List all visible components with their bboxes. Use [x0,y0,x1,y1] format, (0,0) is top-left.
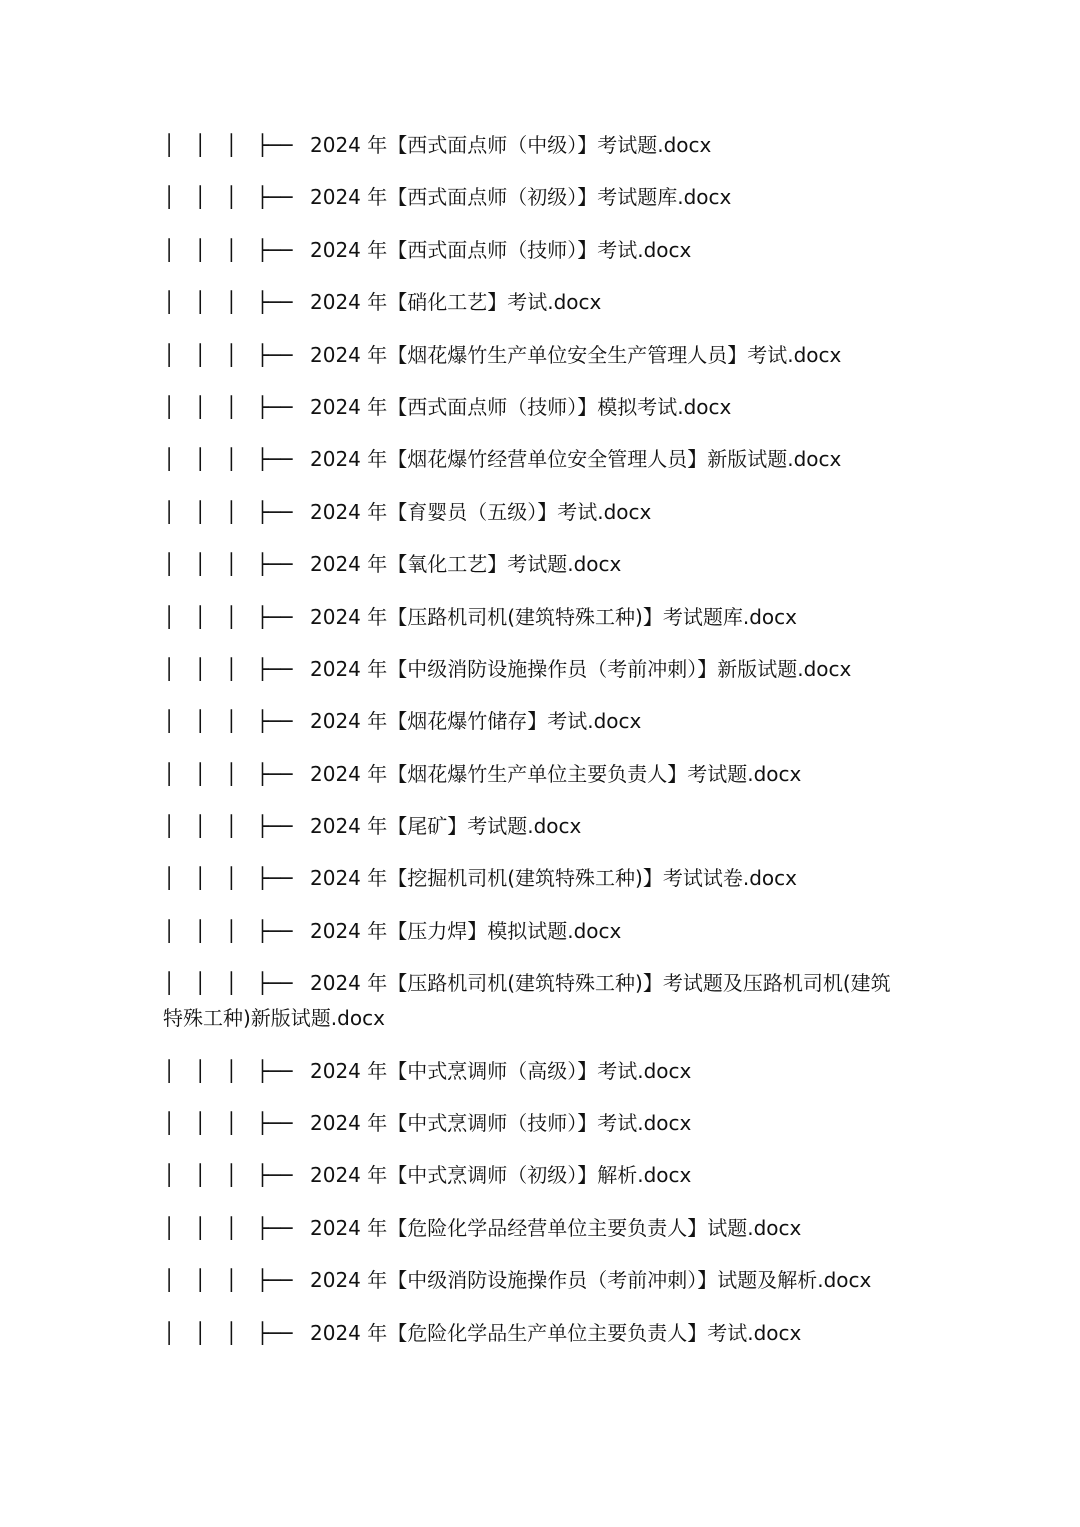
file-name: 2024 年【西式面点师（技师）】模拟考试.docx [310,394,732,419]
tree-branch-prefix: │ │ │ ├── [163,1268,299,1293]
tree-branch-prefix: │ │ │ ├── [163,814,299,839]
tree-branch-prefix: │ │ │ ├── [163,1320,299,1345]
file-tree-row [163,1316,908,1351]
tree-branch-prefix: │ │ │ ├── [163,237,299,262]
file-name: 2024 年【中级消防设施操作员（考前冲刺）】试题及解析.docx [310,1268,872,1293]
file-tree-list [163,128,908,1368]
file-name: 2024 年【压路机司机(建筑特殊工种)】考试题及压路机司机(建筑特殊工种)新版试题.docx [163,971,891,1031]
file-name: 2024 年【压力焊】模拟试题.docx [310,918,622,943]
file-name: 2024 年【压路机司机(建筑特殊工种)】考试题库.docx [310,604,797,629]
file-tree-row [163,180,908,215]
file-tree-row [163,495,908,530]
tree-branch-prefix: │ │ │ ├── [163,918,299,943]
file-tree-row [163,966,908,1036]
file-tree-row [163,338,908,373]
file-name: 2024 年【烟花爆竹经营单位安全管理人员】新版试题.docx [310,447,842,472]
file-name: 2024 年【中式烹调师（初级）】解析.docx [310,1163,692,1188]
file-name: 2024 年【烟花爆竹生产单位主要负责人】考试题.docx [310,761,802,786]
file-tree-row [163,442,908,477]
tree-branch-prefix: │ │ │ ├── [163,499,299,524]
file-name: 2024 年【氧化工艺】考试题.docx [310,552,622,577]
file-tree-row [163,1263,908,1298]
file-tree-row [163,128,908,163]
tree-branch-prefix: │ │ │ ├── [163,394,299,419]
tree-branch-prefix: │ │ │ ├── [163,552,299,577]
file-tree-row [163,1106,908,1141]
file-name: 2024 年【危险化学品生产单位主要负责人】考试.docx [310,1320,802,1345]
tree-branch-prefix: │ │ │ ├── [163,1215,299,1240]
tree-branch-prefix: │ │ │ ├── [163,290,299,315]
file-tree-row [163,547,908,582]
tree-branch-prefix: │ │ │ ├── [163,185,299,210]
tree-branch-prefix: │ │ │ ├── [163,866,299,891]
file-name: 2024 年【烟花爆竹储存】考试.docx [310,709,642,734]
file-name: 2024 年【中式烹调师（技师）】考试.docx [310,1111,692,1136]
tree-branch-prefix: │ │ │ ├── [163,1163,299,1188]
file-tree-row [163,390,908,425]
file-tree-row [163,1211,908,1246]
file-name: 2024 年【烟花爆竹生产单位安全生产管理人员】考试.docx [310,342,842,367]
file-name: 2024 年【尾矿】考试题.docx [310,814,582,839]
file-name: 2024 年【育婴员（五级）】考试.docx [310,499,652,524]
tree-branch-prefix: │ │ │ ├── [163,656,299,681]
file-tree-row [163,600,908,635]
file-tree-row [163,914,908,949]
file-tree-row [163,861,908,896]
file-name: 2024 年【硝化工艺】考试.docx [310,290,602,315]
tree-branch-prefix: │ │ │ ├── [163,1111,299,1136]
file-tree-row [163,652,908,687]
file-tree-row [163,757,908,792]
file-tree-row [163,1158,908,1193]
tree-branch-prefix: │ │ │ ├── [163,1058,299,1083]
file-tree-row [163,809,908,844]
tree-branch-prefix: │ │ │ ├── [163,447,299,472]
tree-branch-prefix: │ │ │ ├── [163,709,299,734]
file-name: 2024 年【中级消防设施操作员（考前冲刺）】新版试题.docx [310,656,852,681]
file-name: 2024 年【西式面点师（初级）】考试题库.docx [310,185,732,210]
file-name: 2024 年【挖掘机司机(建筑特殊工种)】考试试卷.docx [310,866,797,891]
file-tree-row [163,285,908,320]
tree-branch-prefix: │ │ │ ├── [163,133,299,157]
tree-branch-prefix: │ │ │ ├── [163,342,299,367]
file-name: 2024 年【西式面点师（中级）】考试题.docx [310,133,712,157]
file-name: 2024 年【危险化学品经营单位主要负责人】试题.docx [310,1215,802,1240]
file-name: 2024 年【中式烹调师（高级）】考试.docx [310,1058,692,1083]
tree-branch-prefix: │ │ │ ├── [163,971,299,996]
file-tree-row [163,704,908,739]
file-tree-row [163,1054,908,1089]
file-tree-row [163,233,908,268]
tree-branch-prefix: │ │ │ ├── [163,604,299,629]
tree-branch-prefix: │ │ │ ├── [163,761,299,786]
file-name: 2024 年【西式面点师（技师）】考试.docx [310,237,692,262]
